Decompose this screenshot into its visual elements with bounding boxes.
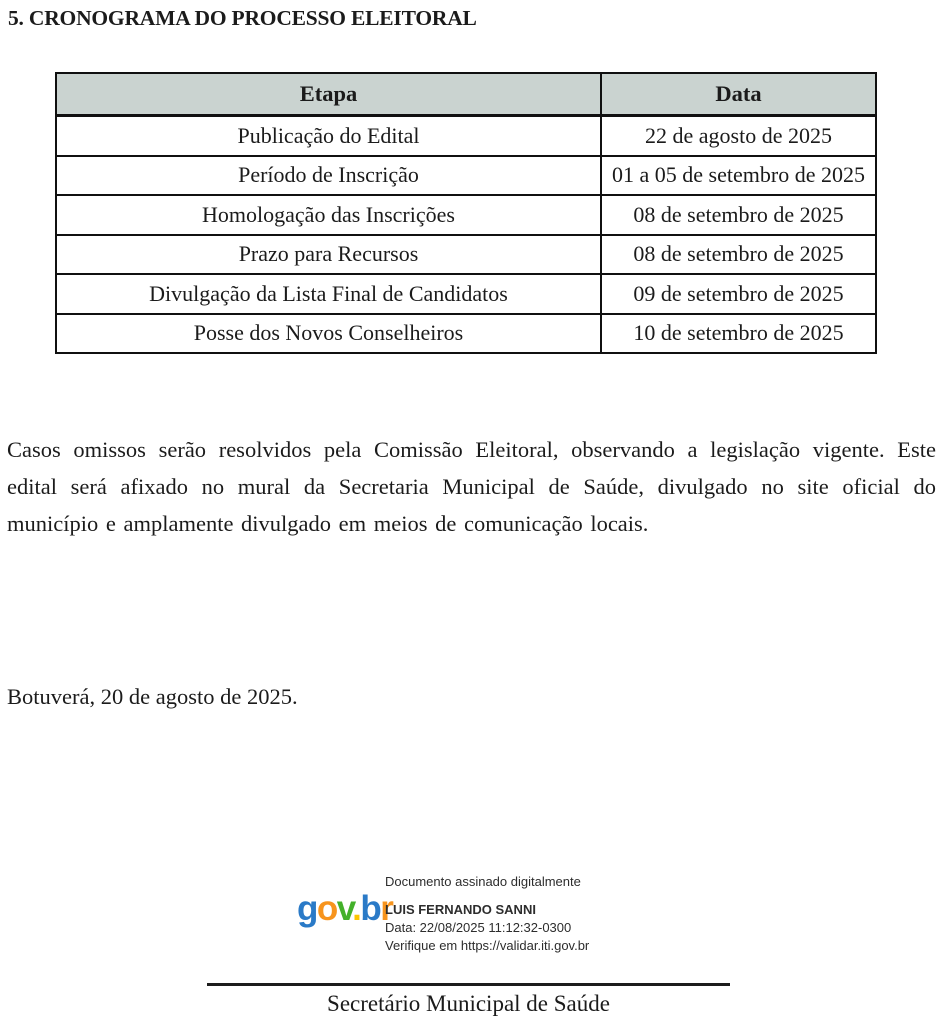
data-cell: 22 de agosto de 2025	[601, 116, 876, 156]
data-cell: 08 de setembro de 2025	[601, 235, 876, 275]
table-row	[56, 235, 876, 275]
table-row	[56, 156, 876, 196]
signed-digitally-note: Documento assinado digitalmente	[385, 874, 581, 889]
govbr-logo-letter: v	[336, 889, 353, 928]
signature-text-column	[385, 873, 589, 955]
column-header-data: Data	[601, 73, 876, 116]
table-row	[56, 116, 876, 156]
etapa-cell: Período de Inscrição	[56, 156, 601, 196]
data-cell: 10 de setembro de 2025	[601, 314, 876, 354]
table-row	[56, 314, 876, 354]
govbr-logo-letter: g	[297, 889, 317, 928]
place-date-line: Botuverá, 20 de agosto de 2025.	[7, 684, 298, 709]
signer-name: LUIS FERNANDO SANNI	[385, 902, 536, 917]
etapa-cell: Posse dos Novos Conselheiros	[56, 314, 601, 354]
section-title: 5. CRONOGRAMA DO PROCESSO ELEITORAL	[8, 6, 477, 30]
govbr-logo-letter: .	[352, 889, 361, 928]
govbr-logo-letter: o	[316, 889, 337, 928]
etapa-cell: Homologação das Inscrições	[56, 195, 601, 235]
govbr-logo-letter: b	[360, 889, 381, 928]
signature-verify-url: Verifique em https://validar.iti.gov.br	[385, 938, 590, 953]
signer-role-title: Secretário Municipal de Saúde	[327, 991, 610, 1016]
govbr-logo	[297, 890, 392, 928]
govbr-logo-letter: r	[380, 889, 393, 928]
table-row	[56, 274, 876, 314]
schedule-table	[55, 72, 877, 354]
signature-line	[207, 983, 730, 986]
table-row	[56, 195, 876, 235]
table-header-row	[56, 73, 876, 116]
digital-signature-block	[297, 873, 597, 957]
signature-timestamp: Data: 22/08/2025 11:12:32-0300	[385, 920, 572, 935]
etapa-cell: Divulgação da Lista Final de Candidatos	[56, 274, 601, 314]
data-cell: 01 a 05 de setembro de 2025	[601, 156, 876, 196]
closing-paragraph: Casos omissos serão resolvidos pela Comissão Eleitoral, observando a legislação vigente. Este edital será afixado no mural da Secretaria Municipal de Saúde, divulgado no site oficial do município e amplamente divulgado em meios de comunicação locais.	[7, 437, 936, 536]
etapa-cell: Prazo para Recursos	[56, 235, 601, 275]
data-cell: 08 de setembro de 2025	[601, 195, 876, 235]
column-header-etapa: Etapa	[56, 73, 601, 116]
data-cell: 09 de setembro de 2025	[601, 274, 876, 314]
etapa-cell: Publicação do Edital	[56, 116, 601, 156]
